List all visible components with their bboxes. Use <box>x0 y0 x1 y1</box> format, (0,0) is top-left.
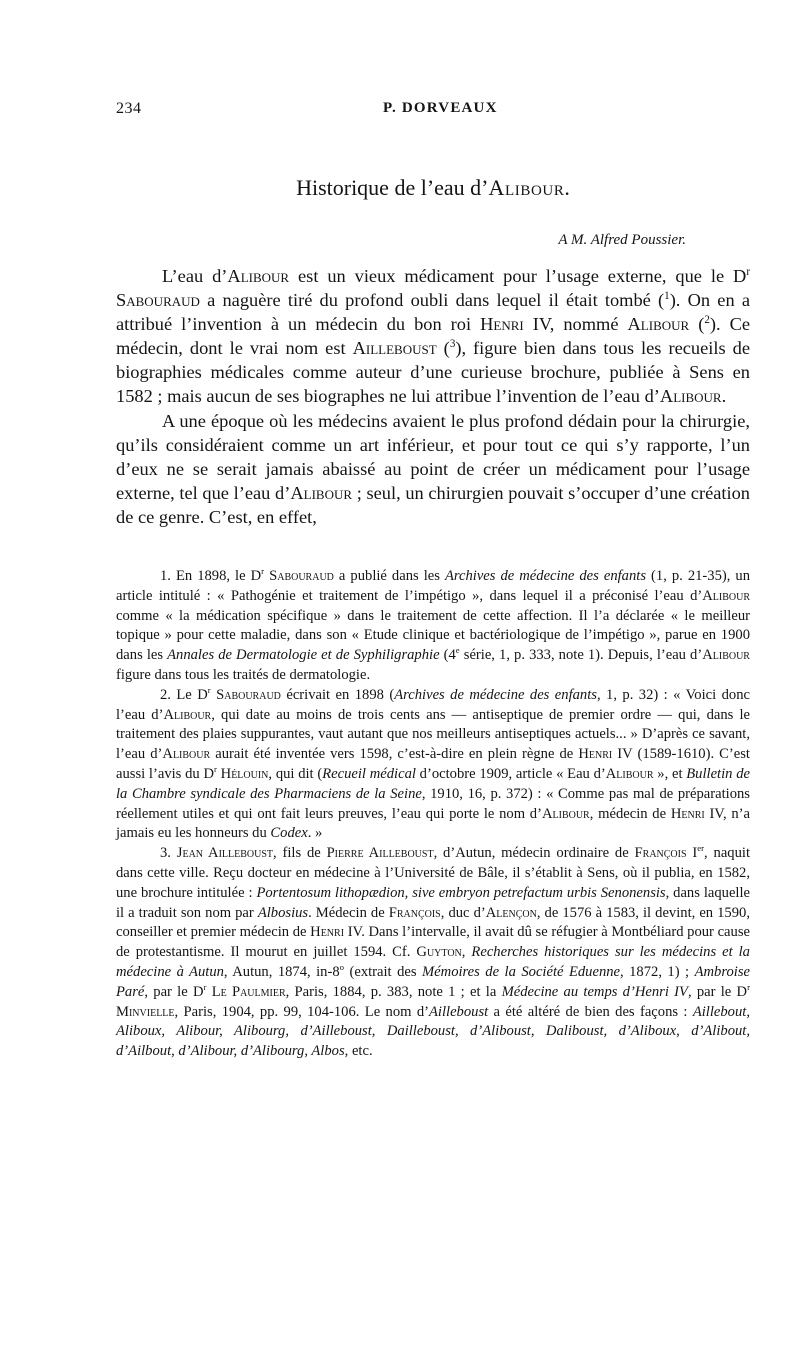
text-span: IV (1589-1610). C’est aussi l’avis du D <box>116 746 750 782</box>
book-title: Médecine au temps d’Henri IV <box>501 983 688 1000</box>
page-number: 234 <box>116 100 142 117</box>
title-suffix: . <box>564 175 570 200</box>
superscript: r <box>746 265 750 278</box>
footnote-3 <box>116 844 750 1062</box>
text-span: a naguère tiré du profond oubli dans lequel il était tombé ( <box>199 290 665 311</box>
text-span: ( <box>689 314 705 335</box>
name-alencon: Alençon <box>485 904 537 921</box>
text-span: 2. Le D <box>160 686 208 703</box>
text-span: écrivait en 1898 ( <box>280 686 395 703</box>
dedication: A M. Alfred Poussier. <box>558 232 686 248</box>
text-span: , par le D <box>144 983 204 1000</box>
name-alibour: Alibour <box>541 805 590 822</box>
text-span: figure dans tous les traités de dermatologie. <box>116 666 371 683</box>
name-henri: Henri <box>670 805 705 822</box>
text-span: aurait été inventée vers 1598, c’est-à-dire en plein règne de <box>210 746 579 763</box>
name-sabouraud: Sabouraud <box>216 686 281 703</box>
name-le-paulmier: Le Paulmier <box>211 983 286 1000</box>
text-span: IV, nommé <box>523 314 628 335</box>
journal-title: Recueil médical <box>322 765 416 782</box>
text-span: , qui date au moins de trois cents ans — antiseptique de premier ordre — qui, dans le traitement des plaies suppurantes, vaut autant que nos meilleurs antiseptiques actuels... » D’après ce savant, l’eau d’ <box>116 706 750 763</box>
name-alibour: Alibour <box>702 587 750 604</box>
text-span: ; seul, un chirurgien pouvait s’occuper d’une création de ce genre. C’est, en effet, <box>116 482 751 527</box>
name-alibour: Alibour <box>659 386 722 407</box>
paragraph-1 <box>116 264 750 409</box>
text-span: , d’Autun, médecin ordinaire de <box>433 845 635 862</box>
text-span: , 1, p. 32) : « Voici donc l’eau d’ <box>116 686 750 723</box>
name-alibour: Alibour <box>702 647 750 664</box>
superscript: e <box>455 645 460 656</box>
name-ailleboust: Ailleboust <box>352 338 437 359</box>
text-span: , de 1576 à 1583, il devint, en 1590, conseiller et premier médecin de <box>116 904 750 941</box>
footnote-ref-1: 1 <box>664 289 670 302</box>
book-title: Recherches historiques sur les médecins et la médecine à Autun <box>116 944 750 980</box>
title-name: Alibour <box>488 175 565 200</box>
name-henri: Henri <box>310 924 345 941</box>
name-helouin: Hélouin <box>220 765 269 782</box>
text-span: 3. <box>160 845 177 862</box>
text-span: , <box>461 944 472 961</box>
superscript: er <box>697 843 705 854</box>
footnote-ref-3: 3 <box>449 338 456 351</box>
text-span: d’octobre 1909, article « Eau d’ <box>415 765 606 782</box>
footnotes <box>116 567 750 1062</box>
text-span: comme « la médication spécifique » dans le traitement de cette affection. Il l’a déclarée « le meilleur topique » pour cette maladie, dans son « Etude clinique et bactériologique de l’impétigo », parue en 1900 dans les <box>116 607 750 664</box>
text-span: , 1872, 1) ; <box>620 963 695 980</box>
text-span: 1. En 1898, le D <box>160 568 262 584</box>
text-span: ), figure bien dans tous les recueils de biographies médicales comme auteur d’une curieuse brochure, publiée à Sens en 1582 ; mais aucun de ses biographes ne lui attribue l’invention de l’eau d’ <box>116 338 750 407</box>
text-span: , fils de <box>273 845 327 862</box>
text-span: », et <box>653 765 687 782</box>
codex-title: Codex <box>270 825 308 842</box>
text-span: A une époque où les médecins avaient le plus profond dédain pour la chirurgie, qu’ils considéraient comme un art inférieur, et pour tout ce qui s’y rapporte, l’un d’eux ne se serait jamais abaissé au point de créer un médicament pour l’usage externe, tel que l’eau d’ <box>116 410 750 503</box>
text-span: (1, p. 21-35), un article intitulé : « Pathogénie et traitement de l’impétigo », dans lequel il a préconisé l’eau d’ <box>116 568 750 604</box>
paragraph-2 <box>116 409 750 529</box>
text-span: (4 <box>439 647 456 664</box>
running-head-author: P. DORVEAUX <box>383 100 498 116</box>
text-span: , par le D <box>687 983 748 1000</box>
name-variants: Aillebout, Aliboux, Alibour, Alibourg, d’Ailleboust, Dailleboust, d’Aliboust, Daliboust, d’Aliboux, d’Alibout, d’Ailbout, d’Alibour, d’Alibourg, Albos <box>116 1003 750 1060</box>
text-span: , Autun, 1874, in-8 <box>223 963 340 980</box>
journal-title: Mémoires de la Société Eduenne <box>422 963 621 980</box>
name-francois: François <box>388 904 441 921</box>
text-span: , 1910, 16, p. 372) : « Comme pas mal de préparations réellement utiles et qui ont fait leurs preuves, l’eau qui porte le nom d’ <box>116 785 750 822</box>
superscript: o <box>339 962 345 973</box>
text-span: , naquit dans cette ville. Reçu docteur en médecine à l’Université de Bâle, il s’établit à Sens, où il publia, en 1582, une brochure intitulée : <box>116 845 750 901</box>
name-pierre-ailleboust: Pierre Ailleboust <box>326 845 434 862</box>
name-alibour: Alibour <box>162 746 211 763</box>
text-span: . Médecin de <box>308 904 389 921</box>
journal-title: Annales de Dermatologie et de Syphiligraphie <box>167 647 440 664</box>
text-span: a publié dans les <box>333 568 445 584</box>
footnote-ref-2: 2 <box>704 314 710 327</box>
superscript: r <box>747 981 750 992</box>
superscript: r <box>261 566 265 577</box>
text-span: , etc. <box>344 1043 373 1060</box>
text-span: série, 1, p. 333, note 1). Depuis, l’eau d’ <box>459 647 703 664</box>
text-span: , Paris, 1884, p. 383, note 1 ; et la <box>285 983 502 1000</box>
text-span: , duc d’ <box>440 904 486 921</box>
text-span: L’eau d’ <box>162 266 228 286</box>
name-ailleboust-italic: Ailleboust <box>429 1003 489 1020</box>
name-henri: Henri <box>480 314 524 335</box>
text-span: IV. Dans l’intervalle, il avait dû se réfugier à Montbéliard pour cause de protestantisme. Il mourut en juillet 1594. Cf. <box>116 924 750 961</box>
name-sabouraud: Sabouraud <box>269 568 334 584</box>
name-sabouraud: Sabouraud <box>116 290 200 311</box>
text-span: est un vieux médicament pour l’usage externe, que le D <box>289 266 747 286</box>
book-title: Portentosum lithopædion, sive embryon petrefactum urbis Senonensis <box>256 884 666 901</box>
name-alibour: Alibour <box>290 482 353 503</box>
text-span: . » <box>307 825 323 842</box>
text-span: ). On en a attribué l’invention à un médecin du bon roi <box>116 290 750 335</box>
name-henri: Henri <box>578 746 613 763</box>
text-span: (extrait des <box>344 963 423 980</box>
article-title <box>116 175 750 201</box>
footnote-1 <box>116 567 750 686</box>
name-minvielle: Minvielle <box>116 1003 175 1020</box>
text-span: I <box>686 845 698 862</box>
text-span: a été altéré de bien des façons : <box>488 1003 693 1020</box>
title-prefix: Historique de l’eau d’ <box>296 175 489 200</box>
superscript: r <box>203 981 207 992</box>
text-span: IV, n’a jamais eu les honneurs du <box>116 805 750 842</box>
text-span: . <box>721 386 727 407</box>
name-francois: François <box>634 845 687 862</box>
text-span: , médecin de <box>589 805 671 822</box>
name-alibour: Alibour <box>627 314 690 335</box>
text-span: , qui dit ( <box>268 765 323 782</box>
body-text <box>116 264 750 529</box>
text-span: ). Ce médecin, dont le vrai nom est <box>116 314 750 359</box>
journal-title: Bulletin de la Chambre syndicale des Pharmaciens de la Seine <box>116 765 750 802</box>
text-span: ( <box>436 338 450 359</box>
footnote-2 <box>116 686 750 844</box>
book-title: Ambroise Paré <box>116 963 750 1000</box>
name-guyton: Guyton <box>416 944 462 961</box>
name-alibour: Alibour <box>227 266 290 286</box>
text-span: , Paris, 1904, pp. 99, 104-106. Le nom d’ <box>174 1003 429 1020</box>
name-jean-ailleboust: Jean Ailleboust <box>176 845 274 862</box>
superscript: r <box>213 764 217 775</box>
text-span: , dans laquelle il a traduit son nom par <box>116 884 751 921</box>
name-alibour: Alibour <box>605 765 654 782</box>
journal-title: Archives de médecine des enfants <box>394 686 597 703</box>
name-alibour: Alibour <box>163 706 212 723</box>
superscript: r <box>207 684 211 695</box>
latin-name: Albosius <box>257 904 309 921</box>
journal-title: Archives de médecine des enfants <box>444 568 647 584</box>
